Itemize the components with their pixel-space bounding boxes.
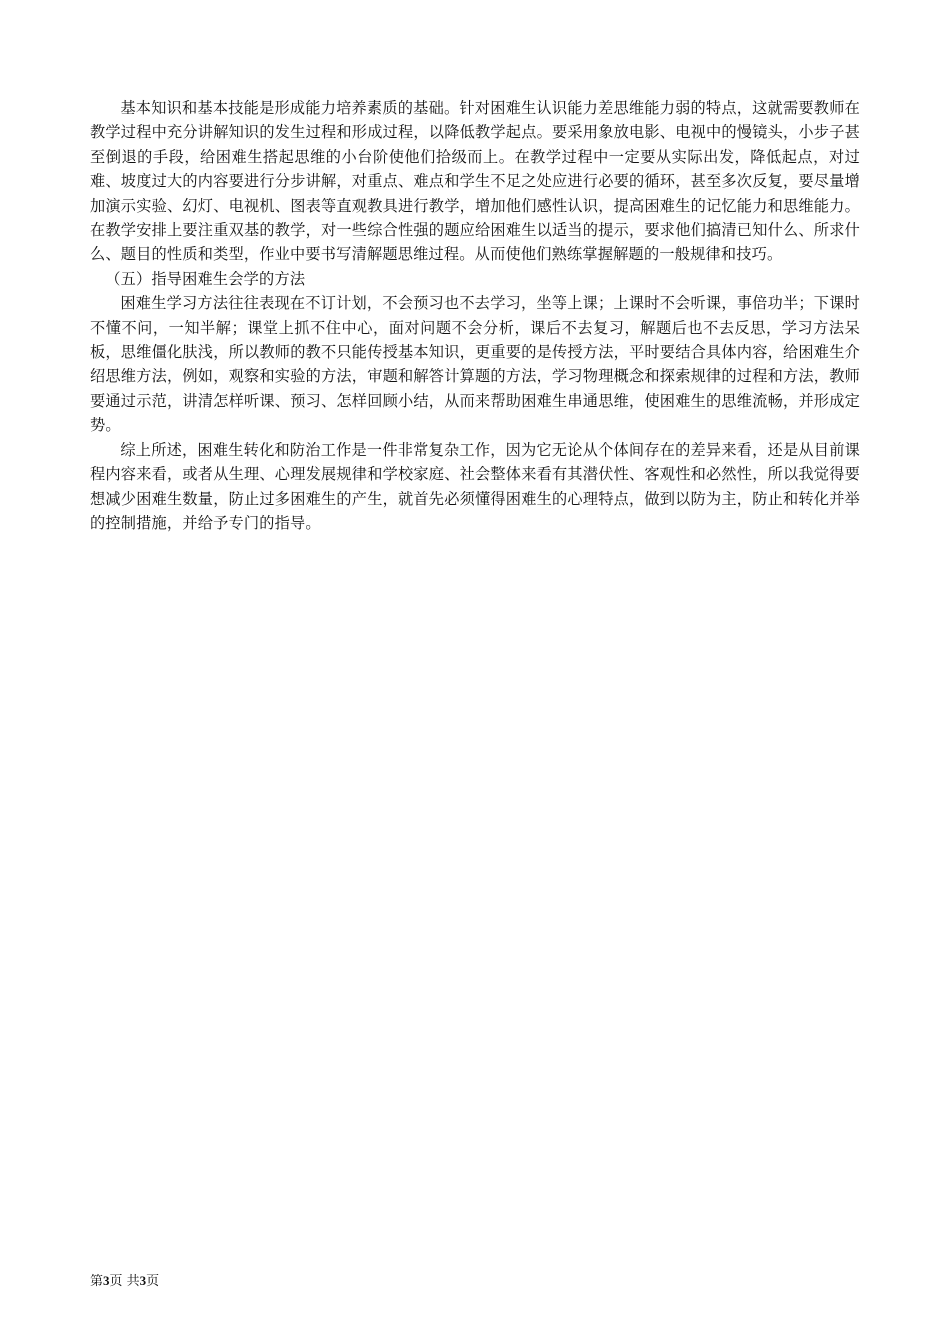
page-content <box>90 96 860 535</box>
section-heading: （五）指导困难生会学的方法 <box>105 269 306 288</box>
footer-middle: 页 共 <box>109 1274 140 1289</box>
footer-prefix: 第 <box>90 1274 104 1289</box>
footer-current-page: 3 <box>103 1273 110 1288</box>
body-paragraph-2: 困难生学习方法往往表现在不订计划，不会预习也不去学习，坐等上课；上课时不会听课，事倍功半；下课时不懂不问，一知半解；课堂上抓不住中心，面对问题不会分析，课后不去复习，解题后也不去反思，学习方法呆板，思维僵化肤浅，所以教师的教不只能传授基本知识，更重要的是传授方法，平时要结合具体内容，给困难生介绍思维方法，例如，观察和实验的方法，审题和解答计算题的方法，学习物理概念和探索规律的过程和方法，教师要通过示范，讲清怎样听课、预习、怎样回顾小结，从而来帮助困难生串通思维，使困难生的思维流畅，并形成定势。 <box>90 294 860 435</box>
footer-total-pages: 3 <box>139 1273 147 1288</box>
page-footer <box>90 1272 159 1291</box>
body-paragraph-1: 基本知识和基本技能是形成能力培养素质的基础。针对困难生认识能力差思维能力弱的特点，这就需要教师在教学过程中充分讲解知识的发生过程和形成过程，以降低教学起点。要采用象放电影、电视中的慢镜头，小步子甚至倒退的手段，给困难生搭起思维的小台阶使他们拾级而上。在教学过程中一定要从实际出发，降低起点，对过难、坡度过大的内容要进行分步讲解，对重点、难点和学生不足之处应进行必要的循环，甚至多次反复，要尽量增加演示实验、幻灯、电视机、图表等直观教具进行教学，增加他们感性认识，提高困难生的记忆能力和思维能力。在教学安排上要注重双基的教学，对一些综合性强的题应给困难生以适当的提示，要求他们搞清已知什么、所求什么、题目的性质和类型，作业中要书写清解题思维过程。从而使他们熟练掌握解题的一般规律和技巧。 <box>90 99 860 264</box>
footer-suffix: 页 <box>146 1274 160 1289</box>
body-paragraph-3: 综上所述，困难生转化和防治工作是一件非常复杂工作，因为它无论从个体间存在的差异来看，还是从目前课程内容来看，或者从生理、心理发展规律和学校家庭、社会整体来看有其潜伏性、客观性和必然性，所以我觉得要想减少困难生数量，防止过多困难生的产生，就首先必须懂得困难生的心理特点，做到以防为主，防止和转化并举的控制措施，并给予专门的指导。 <box>90 440 860 532</box>
